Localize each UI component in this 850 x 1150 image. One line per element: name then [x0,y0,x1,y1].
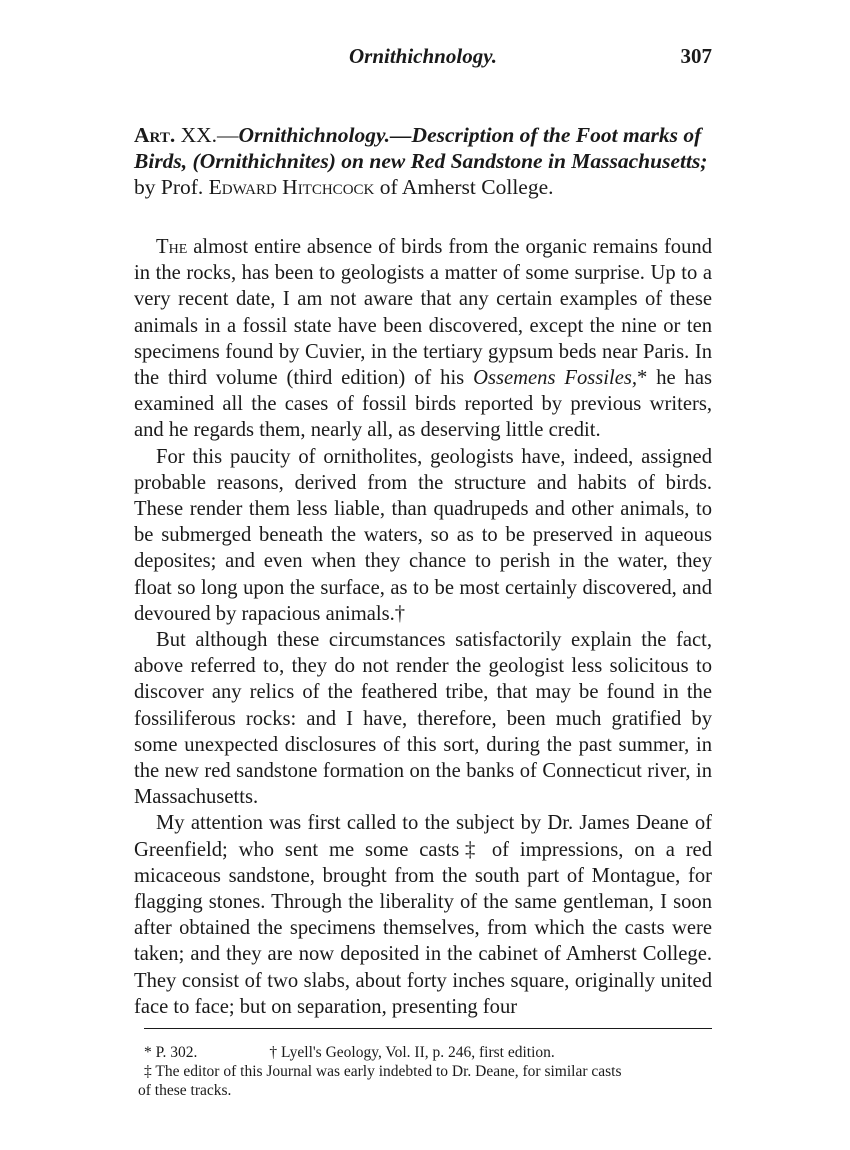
paragraph-1-first-word: The [156,236,188,258]
author-prefix: by Prof. [134,175,209,199]
running-head [134,40,712,78]
paragraph-4: My attention was first called to the subject by Dr. James Deane of Greenfield; who sent me some casts‡ of impressions, on a red micaceous sandstone, brought from the south part of Montague, for flagging stones. Through the liberality of the same gentleman, I soon after obtained the specimens themselves, from which the casts were taken; and they are now deposited in the cabinet of Amherst College. They consist of two slabs, about forty inches square, originally united face to face; but on separation, presenting four [134,812,712,1018]
footnote-rule [144,1028,712,1029]
footnote-2: † Lyell's Geology, Vol. II, p. 246, first edition. [269,1044,555,1061]
footnotes [138,1043,714,1100]
article-title-line-1: Ornithichnology.—Description of the Foot marks of [238,123,702,147]
paragraph-3: But although these circumstances satisfactorily explain the fact, above referred to, they do not render the geologist less solicitous to discover any relics of the feathered tribe, that may be found in the fossiliferous rocks: and I have, therefore, been much gratified by some unexpected disclosures of this sort, during the past summer, in the new red sandstone formation on the banks of Connecticut river, in Massachusetts. [134,629,712,809]
footnote-row-1 [138,1043,714,1062]
paragraph-1-text-a: almost entire absence of birds from the organic remains found in the rocks, has been to geologists a matter of some surprise. Up to a very recent date, I am not aware that any certain examples of these animals in a fossil state have been discovered, except the nine or ten specimens found by Cuvier, in the tertiary gypsum beds near Paris. In the third volume (third edition) of his [134,236,712,390]
paragraph-1 [134,234,712,444]
author-line [134,174,712,200]
footnote-3-line-2: of these tracks. [138,1082,232,1099]
running-title: Ornithichnology. [348,44,497,68]
footnote-1: * P. 302. [144,1044,198,1061]
page-number: 307 [680,44,712,68]
page [134,40,712,1020]
article-heading [134,122,712,200]
paragraph-1-italic-title: Ossemens Fossiles, [473,367,638,390]
article-label: Art. [134,123,176,147]
paragraph-1-text-b: * he has examined all the cases of fossil birds reported by previous writers, and he regards them, nearly all, as deserving little credit. [134,367,713,442]
paragraph-2: For this paucity of ornitholites, geologists have, indeed, assigned probable reasons, derived from the structure and habits of birds. These render them less liable, than quadrupeds and other animals, to be submerged beneath the waters, so as to be preserved in aqueous deposites; and even when they chance to perish in the water, they float so long upon the surface, as to be most certainly discovered, and devoured by rapacious animals.† [134,445,712,625]
article-number: XX.— [175,123,239,147]
author-affiliation: of Amherst College. [374,175,554,199]
author-name: Edward Hitchcock [208,175,375,199]
article-body [134,234,712,1020]
footnote-3-line-1: ‡ The editor of this Journal was early indebted to Dr. Deane, for similar casts [144,1063,622,1080]
article-title-line-2: Birds, (Ornithichnites) on new Red Sandstone in Massachusetts; [134,149,708,173]
